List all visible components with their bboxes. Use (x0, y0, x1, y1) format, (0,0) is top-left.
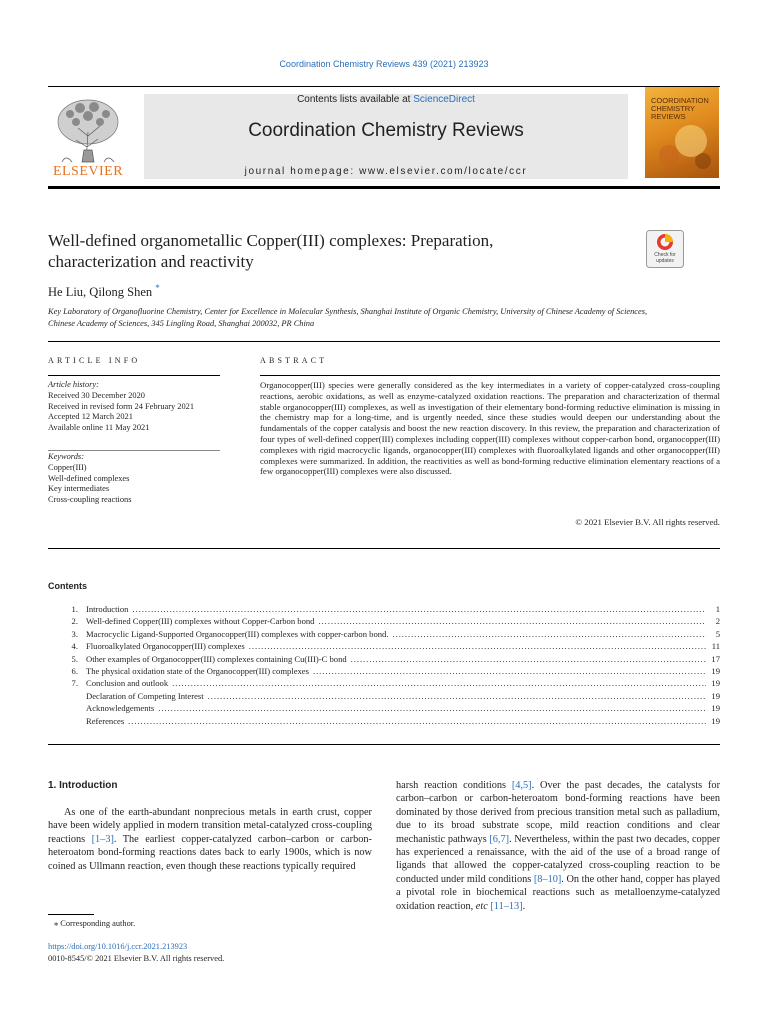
article-history (48, 380, 220, 434)
keywords-label: Keywords: (48, 452, 84, 461)
history-item: Accepted 12 March 2021 (48, 412, 133, 422)
cover-title: COORDINATION CHEMISTRY REVIEWS (651, 96, 709, 121)
table-of-contents (48, 604, 720, 728)
journal-name: Coordination Chemistry Reviews (248, 120, 524, 141)
abstract-text: Organocopper(III) species were generally considered as the key intermediates in a variety of copper-catalyzed cross-coupling reactions, aerobic oxidations, as well as enzyme-catalyzed oxidation reactions. The preparation and characterization of thermal stable organocopper(III) complexes, as well as investigation of their elementary bond-forming reductive elimination is missing in the chemistry map for a long-time, and is urgently needed, since these studies would deepen our understanding about the fundamentals of the copper catalysis and boost the new reaction discovery. In this review, the preparation and characterization of four types of well-defined copper(III) complexes including copper(III) complexes without copper-carbon bond, organocopper(III) complexes with rigid macrocyclic ligands, organocopper(III) complexes with fluoroalkylated ligands and other organocopper(III) complexes were summarized. In addition, the reactivities as well as bond-forming reductive elimination elementary reactions of a few organocopper(III) complexes were also discussed. (260, 380, 720, 477)
toc-item-acknowledgements[interactable]: Acknowledgements . . . 19 (48, 703, 720, 715)
toc-item-references[interactable]: References . . . 19 (48, 716, 720, 728)
keyword-item: Well-defined complexes (48, 473, 130, 483)
elsevier-wordmark: ELSEVIER (52, 164, 124, 179)
introduction-heading: 1. Introduction (48, 780, 118, 791)
introduction-right-column: harsh reaction conditions [4,5]. Over the past decades, the catalysts for carbon–carbon or carbon-heteroatom bond-forming reactions have been dominated by those derived from precious transition metal such as palladium, due to its broad substrate scope, mild reaction conditions and clear mechanistic pathways [6,7]. Nevertheless, within the past two decades, copper has experienced a renaissance, with the aid of the use of a broad range of ligands that allowed the copper-catalyzed cross-coupling reaction to be conducted under mild conditions [8–10]. On the other hand, copper has played a pivotal role in biochemical reactions such as metalloenzyme-catalyzed oxidation reaction, etc [11–13]. (396, 780, 721, 912)
abstract-copyright: © 2021 Elsevier B.V. All rights reserved. (575, 517, 720, 527)
doi-link[interactable]: https://doi.org/10.1016/j.ccr.2021.213923 (48, 942, 188, 951)
toc-item-section-5[interactable]: 5. Other examples of Organocopper(III) complexes containing Cu(III)-C bond . . . 17 (48, 654, 720, 666)
abstract-heading: ABSTRACT (260, 356, 328, 365)
journal-homepage: journal homepage: www.elsevier.com/locate/ccr (244, 166, 528, 177)
keyword-item: Cross-coupling reactions (48, 495, 132, 505)
masthead-bottom-rule (48, 186, 720, 189)
check-for-updates-label: Check for updates (654, 252, 676, 264)
masthead-top-rule (48, 86, 720, 87)
article-title: Well-defined organometallic Copper(III) complexes: Preparation, characterization and reactivity (48, 231, 494, 271)
affiliation-rule (48, 341, 720, 342)
corresponding-author-footnote: ⁎ Corresponding author. (54, 919, 136, 928)
journal-cover-image[interactable] (645, 87, 719, 178)
authors: He Liu, Qilong Shen * (48, 283, 160, 300)
article-history-label: Article history: (48, 380, 99, 389)
corresponding-author-mark[interactable]: * (155, 283, 160, 293)
journal-homepage-link[interactable]: www.elsevier.com/locate/ccr (359, 166, 528, 177)
citation-link[interactable]: [11–13] (490, 900, 523, 912)
keywords (48, 452, 220, 506)
footnote-rule (48, 914, 94, 915)
contents-top-rule (48, 548, 720, 549)
citation-link[interactable]: [1–3] (91, 833, 114, 845)
issn-copyright: 0010-8545/© 2021 Elsevier B.V. All rights reserved. (48, 954, 225, 963)
abstract-rule (260, 375, 720, 376)
article-info-heading: ARTICLE INFO (48, 356, 141, 365)
keyword-item: Key intermediates (48, 484, 110, 494)
contents-bottom-rule (48, 744, 720, 745)
toc-item-declaration[interactable]: Declaration of Competing Interest . . . 19 (48, 691, 720, 703)
toc-item-section-3[interactable]: 3. Macrocyclic Ligand-Supported Organocopper(III) complexes with copper-carbon bond. . . . 5 (48, 629, 720, 641)
history-item: Available online 11 May 2021 (48, 423, 150, 433)
keyword-item: Copper(III) (48, 462, 87, 472)
introduction-left-column: As one of the earth-abundant nonprecious metals in earth crust, copper have been widely applied in modern transition metal-catalyzed cross-coupling reactions [1–3]. The earliest copper-catalyzed carbon–carbon or carbon-heteroatom bond-forming reactions dates back to early 1900s, which is now coined as Ullmann reaction, even though these reactions typically required (48, 807, 372, 872)
toc-item-section-2[interactable]: 2. Well-defined Copper(III) complexes without Copper-Carbon bond . . . 2 (48, 616, 720, 628)
article-info-rule (48, 375, 220, 376)
citation-link[interactable]: [6,7] (489, 833, 510, 845)
toc-item-introduction[interactable]: 1. Introduction . . . 1 (48, 604, 720, 616)
contents-available-line: Contents lists available at ScienceDirect (297, 94, 475, 105)
affiliation: Key Laboratory of Organofluorine Chemistry, Center for Excellence in Molecular Synthesis, Shanghai Institute of Organic Chemistry, University of Chinese Academy of Sciences, Chinese Academy of Sciences, 345 Lingling Road, Shanghai 200032, PR China (48, 307, 648, 328)
toc-item-section-4[interactable]: 4. Fluoroalkylated Organocopper(III) complexes . . . 11 (48, 641, 720, 653)
citation-link[interactable]: [4,5] (511, 780, 532, 791)
citation-link[interactable]: [8–10] (533, 873, 562, 885)
cover-art-icon (645, 117, 719, 178)
history-item: Received 30 December 2020 (48, 390, 145, 400)
sciencedirect-link[interactable]: ScienceDirect (413, 94, 475, 105)
history-rule (48, 450, 220, 451)
toc-item-section-7[interactable]: 7. Conclusion and outlook . . . 19 (48, 678, 720, 690)
running-head[interactable]: Coordination Chemistry Reviews 439 (2021) 213923 (279, 59, 489, 69)
contents-title: Contents (48, 581, 87, 591)
history-item: Received in revised form 24 February 2021 (48, 401, 195, 411)
toc-item-section-6[interactable]: 6. The physical oxidation state of the Organocopper(III) complexes . . . 19 (48, 666, 720, 678)
